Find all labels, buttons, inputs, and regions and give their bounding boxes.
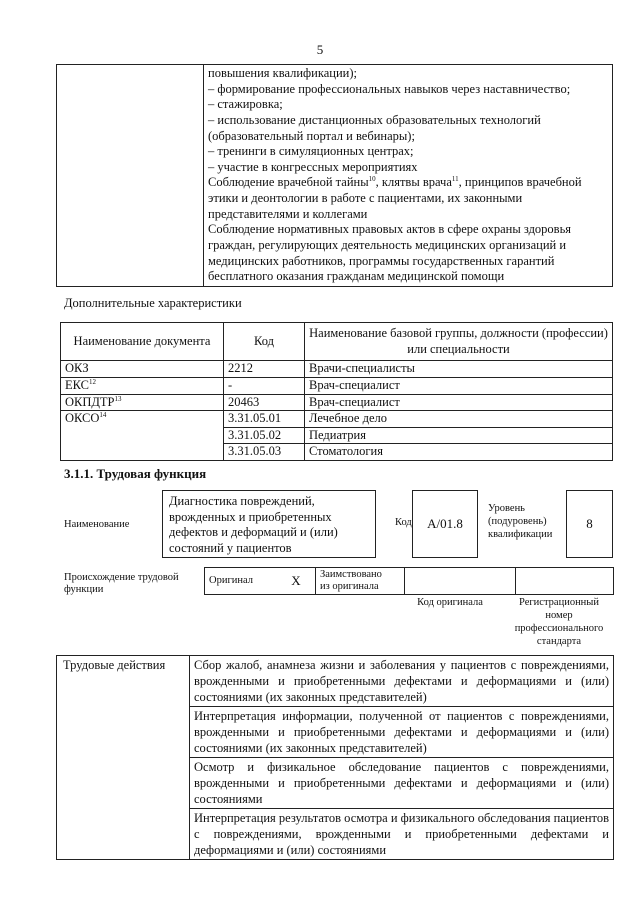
function-code-box xyxy=(412,490,478,558)
header-group-name: Наименование базовой группы, должности (профессии) или специальности xyxy=(305,323,613,361)
continuation-content-cell xyxy=(204,65,613,287)
continuation-line: – использование дистанционных образовательных технологий xyxy=(208,112,541,127)
cell-name: Врачи-специалисты xyxy=(305,361,613,378)
compliance-line: медицинских работников, программы государственных гарантий xyxy=(208,253,555,268)
continuation-line: – участие в конгрессных мероприятиях xyxy=(208,159,418,174)
cell-name: Врач-специалист xyxy=(305,377,613,394)
origin-label xyxy=(64,572,179,596)
continuation-empty-cell xyxy=(57,65,204,287)
original-mark: X xyxy=(277,568,316,595)
qualification-level-label xyxy=(488,502,552,541)
labor-actions-label: Трудовые действия xyxy=(57,656,190,860)
reg-label-line: профессионального xyxy=(514,623,604,635)
cell-code: - xyxy=(224,377,305,394)
reg-label-line: Регистрационный xyxy=(519,597,599,608)
footnote-ref: 13 xyxy=(114,394,122,403)
secrecy-line xyxy=(208,175,608,191)
cell-code: 2212 xyxy=(224,361,305,378)
cell-code: 20463 xyxy=(224,394,305,411)
table-row xyxy=(61,411,613,428)
cell-document xyxy=(61,377,224,394)
labor-action-item: Интерпретация результатов осмотра и физикального обследования пациентов с повреждениями, врожденными и приобретенными дефектами и деформациями и (или) состояниями xyxy=(190,809,614,860)
table-header-row xyxy=(61,323,613,361)
function-name-box: Диагностика повреждений, врожденных и приобретенных дефектов и деформаций и (или) состояний у пациентов xyxy=(162,490,376,558)
name-label: Наименование xyxy=(64,519,130,530)
reg-label-line: стандарта xyxy=(536,636,582,648)
cell-name: Врач-специалист xyxy=(305,394,613,411)
cell-name: Педиатрия xyxy=(305,427,613,444)
origin-label-line: Происхождение трудовой xyxy=(64,572,179,583)
reg-label-line: номер xyxy=(545,610,573,622)
cell-document xyxy=(61,361,224,378)
secrecy-line: этики и деонтологии в работе с пациентами, их законными xyxy=(208,191,523,205)
code-label: Код xyxy=(395,517,412,528)
labor-actions-table xyxy=(56,655,614,860)
additional-characteristics-table xyxy=(60,322,613,461)
secrecy-text: Соблюдение врачебной тайны xyxy=(208,175,369,190)
original-label: Оригинал xyxy=(205,568,278,595)
cell-document xyxy=(61,411,224,461)
table-row xyxy=(57,656,614,707)
header-code: Код xyxy=(224,323,305,361)
header-document-name: Наименование документа xyxy=(61,323,224,361)
secrecy-text: , клятвы врача xyxy=(375,175,452,190)
page-number: 5 xyxy=(316,42,324,57)
compliance-line: граждан, регулирующих деятельность медицинских организаций и xyxy=(208,237,567,252)
labor-action-item: Осмотр и физикальное обследование пациентов с повреждениями, врожденными и приобретенными дефектами и деформациями и (или) состояниями xyxy=(190,758,614,809)
footnote-ref: 12 xyxy=(89,377,96,386)
continuation-line: – тренинги в симуляционных центрах; xyxy=(208,144,414,159)
document-name: ЕКС xyxy=(65,377,89,392)
continuation-line: – формирование профессиональных навыков через наставничество; xyxy=(208,81,571,96)
qualification-level-box xyxy=(566,490,613,558)
cell-code: 3.31.05.02 xyxy=(224,427,305,444)
compliance-line: Соблюдение нормативных правовых актов в сфере охраны здоровья xyxy=(208,222,572,237)
footnote-ref: 10 xyxy=(368,175,376,184)
document-name: ОКПДТР xyxy=(65,394,115,409)
compliance-line: бесплатного оказания гражданам медицинской помощи xyxy=(208,269,505,284)
secrecy-text: , принципов врачебной xyxy=(458,175,582,190)
borrowed-label-line: Заимствовано xyxy=(320,568,382,580)
labor-action-item: Сбор жалоб, анамнеза жизни и заболевания у пациентов с повреждениями, врожденными и приобретенными дефектами и деформациями и (или) состояниями (их законных представителей) xyxy=(190,656,614,707)
footnote-ref: 14 xyxy=(99,410,107,419)
level-label-line: квалификации xyxy=(488,529,553,541)
document-name: ОКСО xyxy=(65,411,100,426)
table-row xyxy=(61,377,613,394)
borrowed-label xyxy=(316,568,405,595)
table-row xyxy=(61,361,613,378)
origin-table xyxy=(204,567,614,595)
original-code-cell xyxy=(405,568,516,595)
origin-row xyxy=(205,568,614,595)
original-code-label: Код оригинала xyxy=(417,597,483,608)
additional-characteristics-title: Дополнительные характеристики xyxy=(64,296,242,310)
qualification-level: 8 xyxy=(586,515,593,531)
registration-number-label xyxy=(505,596,613,649)
cell-name: Лечебное дело xyxy=(305,411,613,428)
document-name: ОКЗ xyxy=(65,361,89,376)
cell-name: Стоматология xyxy=(305,444,613,461)
cell-code: 3.31.05.01 xyxy=(224,411,305,428)
reg-number-cell xyxy=(516,568,614,595)
function-code: А/01.8 xyxy=(427,515,463,531)
continuation-line: (образовательный портал и вебинары); xyxy=(208,128,415,143)
cell-code: 3.31.05.03 xyxy=(224,444,305,461)
level-label-line: (подуровень) xyxy=(488,516,547,528)
level-label-line: Уровень xyxy=(488,503,525,514)
labor-function-heading: 3.1.1. Трудовая функция xyxy=(64,466,207,481)
continuation-table xyxy=(56,64,613,287)
continuation-row xyxy=(57,65,613,287)
continuation-line: повышения квалификации); xyxy=(208,66,357,80)
origin-label-line: функции xyxy=(64,584,104,596)
labor-action-item: Интерпретация информации, полученной от пациентов с повреждениями, врожденными и приобретенными дефектами и деформациями и (или) состояниями (их законных представителей) xyxy=(190,707,614,758)
table-row xyxy=(61,394,613,411)
footnote-ref: 11 xyxy=(451,175,459,184)
cell-document xyxy=(61,394,224,411)
secrecy-line: представителями и коллегами xyxy=(208,206,368,221)
continuation-line: – стажировка; xyxy=(208,97,283,112)
borrowed-label-line: из оригинала xyxy=(320,581,379,592)
